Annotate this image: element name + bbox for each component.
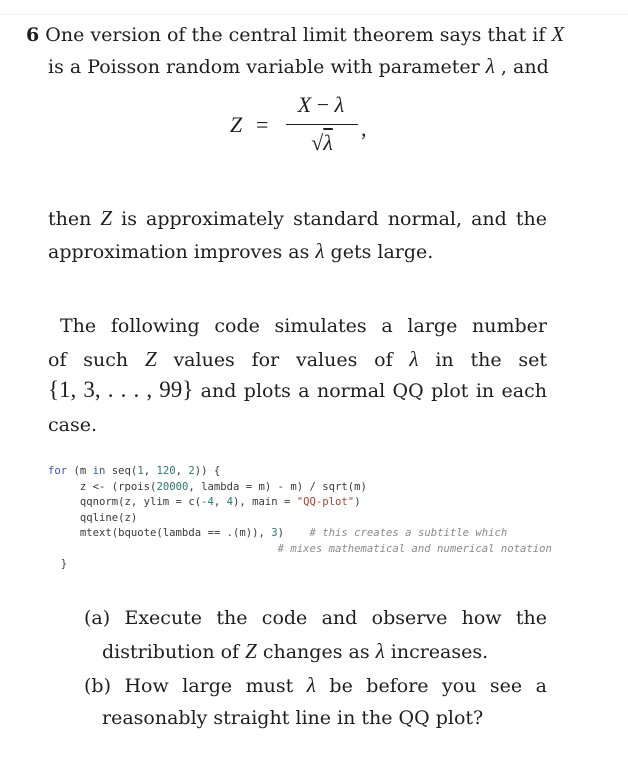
- set-notation: {1, 3, . . . , 99}: [48, 377, 194, 402]
- part-b-line-2: reasonably straight line in the QQ plot?: [102, 707, 484, 729]
- sim-line-2: of such Z values for values of λ in the set: [48, 347, 547, 371]
- top-divider: [0, 14, 628, 15]
- problem-intro-line-1: [26, 22, 564, 47]
- problem-number: 6: [26, 24, 40, 46]
- code-line-3: qqnorm(z, ylim = c(-4, 4), main = "QQ-plot"): [48, 496, 361, 508]
- part-a-line-1: (a) Execute the code and observe how the: [84, 607, 547, 629]
- code-block: [48, 464, 552, 573]
- code-line-4: qqline(z): [48, 511, 138, 524]
- equation-lhs: Z: [230, 112, 243, 137]
- sim-line-3-text: and plots a normal QQ plot in each: [200, 380, 547, 402]
- equation-comma: ,: [361, 116, 367, 141]
- z-equation: [226, 92, 386, 162]
- code-line-2: z <- (rpois(20000, lambda = m) - m) / sqrt(m): [48, 480, 367, 493]
- statement-line-1: then Z is approximately standard normal, and the: [48, 206, 547, 230]
- sim-line-4: case.: [48, 414, 98, 436]
- part-a-line-2: distribution of Z changes as λ increases.: [102, 639, 489, 663]
- code-line-7: }: [48, 558, 68, 570]
- fraction-bar: [286, 124, 358, 125]
- code-line-6: # mixes mathematical and numerical notation: [277, 542, 552, 555]
- equation-denominator: √λ: [311, 130, 333, 155]
- code-line-1: for (m in seq(1, 120, 2)) {: [48, 465, 221, 477]
- part-b-line-1: (b) How large must λ be before you see a: [84, 673, 547, 697]
- statement-line-2: approximation improves as λ gets large.: [48, 239, 434, 263]
- problem-intro-line-2: is a Poisson random variable with parameter λ , and: [48, 54, 549, 78]
- sim-line-1: The following code simulates a large number: [60, 315, 547, 337]
- code-line-5: mtext(bquote(lambda == .(m)), 3) # this creates a subtitle which: [48, 527, 508, 539]
- sim-line-3: [48, 378, 547, 403]
- equation-numerator: X − λ: [297, 92, 345, 117]
- equation-equals: =: [256, 112, 269, 137]
- intro-text-1: One version of the central limit theorem says that if X: [45, 22, 565, 46]
